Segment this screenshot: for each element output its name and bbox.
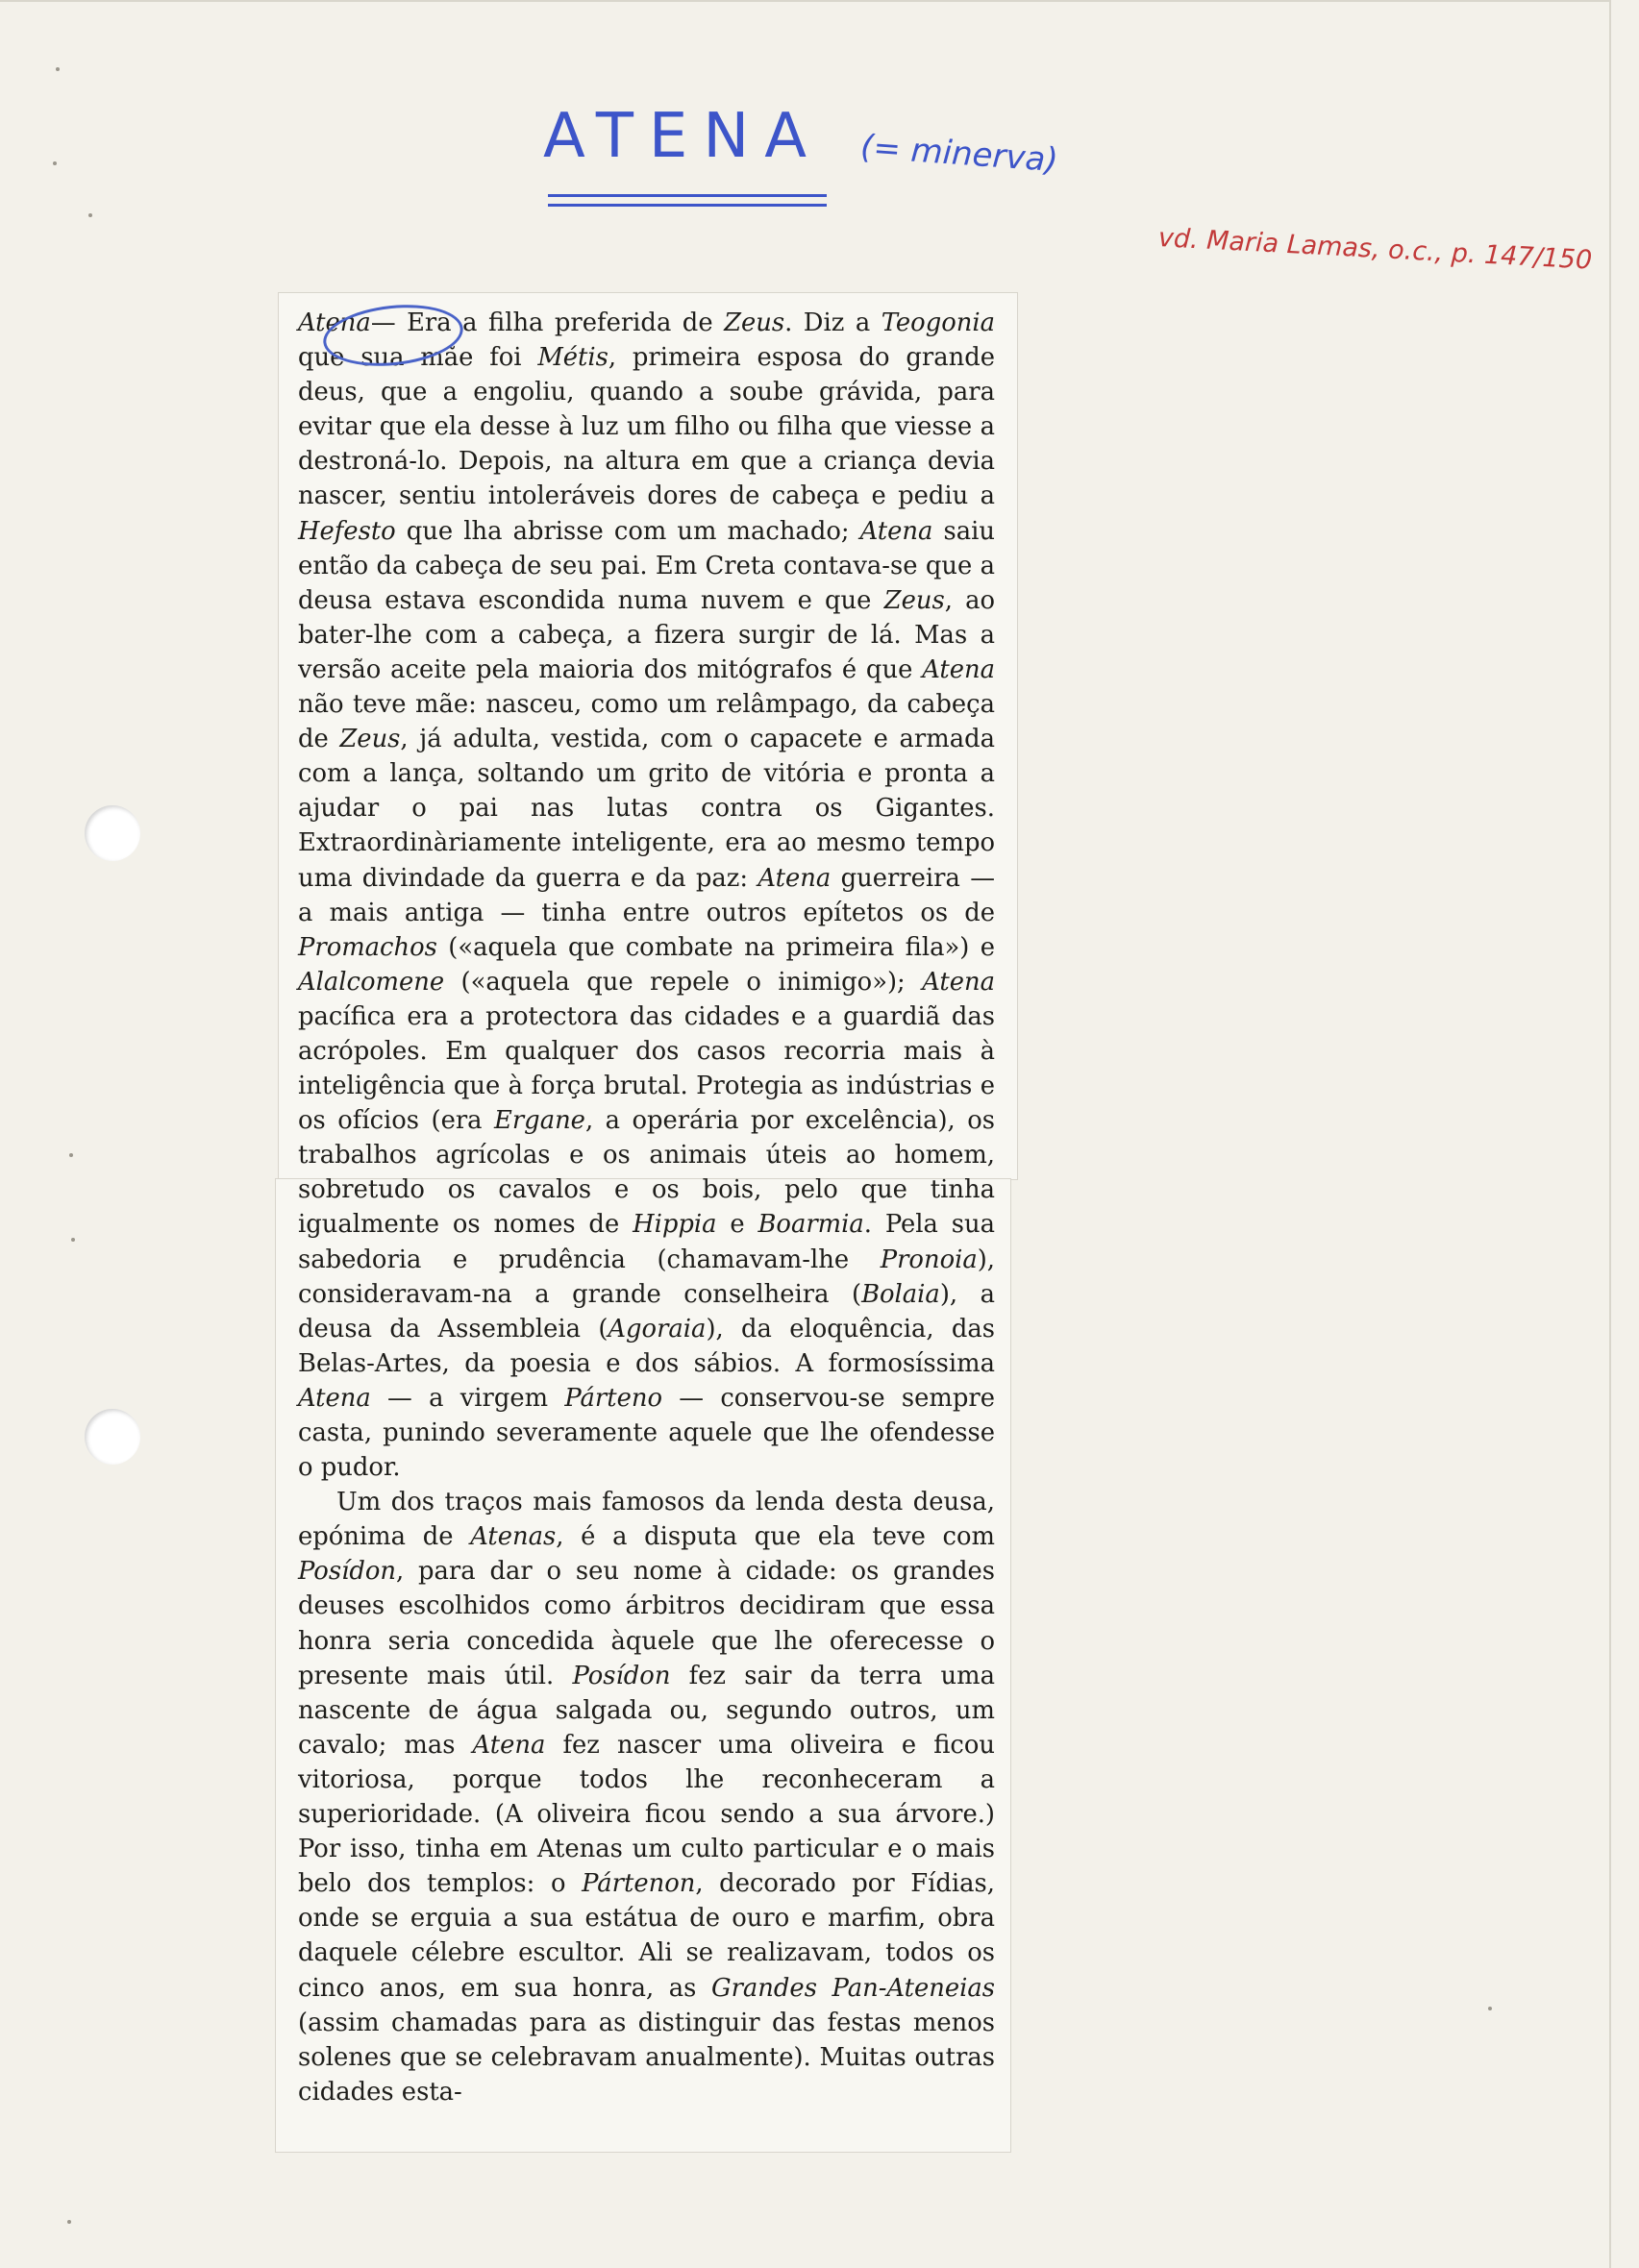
- article-segment: Bolaia: [861, 1279, 940, 1309]
- article-segment: Zeus: [724, 308, 785, 337]
- article-segment: , decorado por Fídias, onde se erguia a sua estátua de ouro e marfim, obra daquele célebre escultor. Ali se realizavam, todos os cinco anos, em sua honra, as: [298, 1869, 995, 2003]
- article-segment: Posídon: [298, 1557, 396, 1587]
- handwritten-reference: vd. Maria Lamas, o.c., p. 147/150: [1157, 223, 1593, 276]
- paper-speck: [53, 161, 57, 165]
- article-segment: , para dar o seu nome à cidade: os grandes deuses escolhidos como árbitros decidiram que essa honra seria concedida àquele que lhe oferecesse o presente mais útil.: [298, 1557, 995, 1690]
- article-segment: Atena: [922, 654, 995, 684]
- article-segment: que sua mãe foi: [298, 343, 538, 373]
- article-segment: Um dos traços mais famosos da lenda desta deusa, epónima de: [298, 1488, 995, 1552]
- article-segment: que lha abrisse com um machado;: [395, 516, 860, 546]
- article-segment: Zeus: [339, 725, 401, 754]
- paper-speck: [69, 1153, 73, 1157]
- paper-speck: [71, 1238, 75, 1242]
- article-segment: . Diz a: [784, 308, 882, 337]
- article-segment: Zeus: [883, 585, 945, 615]
- article-segment: — a virgem: [370, 1383, 565, 1413]
- article-segment: Atena: [922, 967, 995, 997]
- article-segment: Hippia: [633, 1210, 717, 1240]
- paper-speck: [56, 67, 60, 71]
- article-segment: Posídon: [572, 1661, 671, 1690]
- article-segment: fez sair da terra uma nascente de água salgada ou, segundo outros, um cavalo; mas: [298, 1661, 995, 1760]
- article-segment: Atena: [298, 1383, 371, 1413]
- article-segment: Pártenon: [582, 1869, 696, 1899]
- article-segment: Ergane: [494, 1106, 585, 1136]
- paper-speck: [88, 213, 92, 217]
- article-segment: Atena: [472, 1730, 546, 1760]
- article-segment: ), a deusa da Assembleia (: [298, 1279, 995, 1344]
- article-segment: ), da eloquência, das Belas-Artes, da poesia e dos sábios. A formosíssima: [298, 1314, 995, 1378]
- article-segment: ), consideravam-na a grande conselheira (: [298, 1245, 995, 1309]
- title-underline: [548, 204, 827, 207]
- article-segment: Atenas: [470, 1522, 557, 1552]
- title-underline: [548, 194, 827, 197]
- article-segment: guerreira — a mais antiga — tinha entre outros epítetos os de: [298, 863, 996, 927]
- article-segment: Grandes Pan-Ateneias: [710, 1973, 995, 2003]
- article-segment: («aquela que repele o inimigo»);: [444, 967, 923, 997]
- article-text: [298, 306, 995, 2109]
- article-paragraph: [298, 1485, 995, 2109]
- article-segment: Teogonia: [881, 308, 995, 337]
- article-segment: Promachos: [298, 932, 437, 962]
- article-segment: e: [716, 1210, 758, 1240]
- article-segment: , já adulta, vestida, com o capacete e armada com a lança, soltando um grito de vitória e pronta a ajudar o pai nas lutas contra os Gigantes. Extraordinàriamente inteligente, era ao mesmo tempo uma divindade da guerra e da paz:: [298, 725, 995, 893]
- article-paragraph: [298, 306, 995, 1485]
- article-segment: — Era a filha preferida de: [370, 308, 725, 337]
- article-segment: não teve mãe: nasceu, como um relâmpago, da cabeça de: [298, 690, 995, 754]
- punch-hole-upper: [85, 805, 140, 861]
- article-segment: , primeira esposa do grande deus, que a engoliu, quando a soube grávida, para evitar que ela desse à luz um filho ou filha que viesse a destroná-lo. Depois, na altura em que a criança devia nascer, sentiu intoleráveis dores de cabeça e pediu a: [298, 343, 995, 511]
- paper-speck: [1488, 2007, 1492, 2010]
- article-segment: saiu então da cabeça de seu pai. Em Creta contava-se que a deusa estava escondida numa nuvem e que: [298, 516, 995, 615]
- article-segment: Alalcomene: [298, 967, 445, 997]
- article-segment: Párteno: [564, 1383, 663, 1413]
- handwritten-title-note: (= minerva): [858, 127, 1059, 181]
- article-segment: Métis: [537, 343, 608, 373]
- paper-speck: [67, 2220, 71, 2224]
- punch-hole-lower: [85, 1409, 140, 1465]
- article-segment: Hefesto: [298, 516, 396, 546]
- article-segment: . Pela sua sabedoria e prudência (chamavam-lhe: [298, 1210, 996, 1274]
- article-segment: pacífica era a protectora das cidades e a guardiã das acrópoles. Em qualquer dos casos recorria mais à inteligência que à força brutal. Protegia as indústrias e os ofícios (era: [298, 1001, 995, 1136]
- article-segment: Atena: [757, 863, 832, 893]
- article-segment: («aquela que combate na primeira fila») e: [436, 932, 995, 962]
- article-segment: , a operária por excelência), os trabalhos agrícolas e os animais úteis ao homem, sobretudo os cavalos e os bois, pelo que tinha igualmente os nomes de: [298, 1106, 995, 1240]
- article-segment: Boarmia: [757, 1210, 864, 1240]
- article-segment: Agoraia: [608, 1314, 707, 1344]
- article-segment: , ao bater-lhe com a cabeça, a fizera surgir de lá. Mas a versão aceite pela maioria dos mitógrafos é que: [298, 585, 995, 684]
- handwritten-title: ATENA: [543, 101, 822, 172]
- article-segment: Atena: [298, 308, 371, 337]
- article-segment: , é a disputa que ela teve com: [556, 1522, 995, 1552]
- article-segment: (assim chamadas para as distinguir das festas menos solenes que se celebravam anualmente). Muitas outras cidades esta-: [298, 2008, 995, 2107]
- article-segment: fez nascer uma oliveira e ficou vitoriosa, porque todos lhe reconheceram a superioridade. (A oliveira ficou sendo a sua árvore.) Por isso, tinha em Atenas um culto particular e o mais belo dos templos: o: [298, 1730, 995, 1899]
- article-segment: Atena: [859, 516, 933, 546]
- article-segment: Pronoia: [880, 1245, 978, 1274]
- article-segment: — conservou-se sempre casta, punindo severamente aquele que lhe ofendesse o pudor.: [298, 1383, 995, 1483]
